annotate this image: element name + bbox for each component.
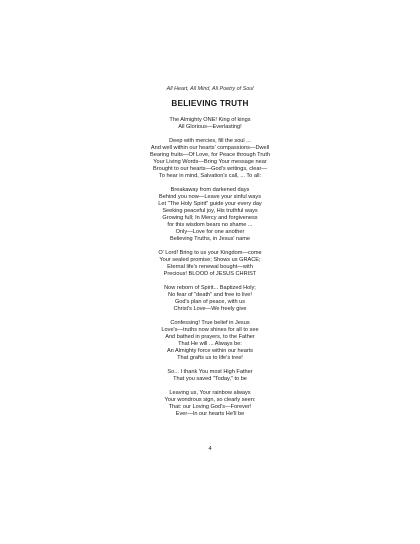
poem-line: Confessing! True belief in Jesus [170, 320, 250, 326]
poem-line: Growing full; In Mercy and forgiveness [162, 215, 258, 221]
stanza [0, 369, 420, 383]
poem-title: BELIEVING TRUTH [171, 99, 249, 108]
poem-line: Believing Truths, in Jesus' name [169, 236, 251, 242]
poem-line: Your wondrous sign, so clearly seen: [164, 397, 256, 403]
poem-body [0, 117, 420, 425]
poem-line: That you saved "Today," to be [173, 376, 247, 382]
poem-line: Brought to our hearts—God's writings, clear— [153, 166, 267, 172]
stanza [0, 390, 420, 418]
poem-line: Love's—truths now shines for all to see [161, 327, 259, 333]
poem-line: All Glorious—Everlasting! [178, 124, 242, 130]
poem-line: O' Lord! Bring to us your Kingdom—come [158, 250, 262, 256]
poem-line: Bearing fruits—Of Love, for Peace through Truth [149, 152, 271, 158]
poem-line: Precious! BLOOD of JESUS CHRIST [163, 271, 257, 277]
poem-line: So... I thank You most High Father [167, 369, 253, 375]
poem-line: Ever—In our hearts He'll be [175, 411, 245, 417]
poem-line: God's plan of peace, with us [174, 299, 246, 305]
page-number: 4 [208, 446, 212, 452]
poem-line: Seeking peaceful joy, His truthful ways [162, 208, 258, 214]
stanza [0, 285, 420, 313]
poem-line: The Almighty ONE! King of kings [169, 117, 251, 123]
poem-line: Christ's Love—We freely give [173, 306, 247, 312]
poem-line: Leaving us, Your rainbow always [169, 390, 251, 396]
poem-line: Let "The Holy Spirit" guide your every day [158, 201, 262, 207]
poem-line: And bathed in prayers, to the Father [165, 334, 255, 340]
poem-line: An Almighty force within our hearts [166, 348, 254, 354]
poem-line: Deep with mercies, fill the soul ... [169, 138, 251, 144]
stanza [0, 117, 420, 131]
poem-line: Your sealed promise; Shows us GRACE; [159, 257, 261, 263]
poem-line: That He will ... Always be: [178, 341, 242, 347]
poem-line: No fear of "death" and free to live! [168, 292, 252, 298]
poem-line: Behind you now—Leave your sinful ways [159, 194, 261, 200]
poem-line: Now reborn of Spirit... Baptized Holy; [164, 285, 256, 291]
poem-line: Only—Love for one another [175, 229, 245, 235]
poem-line: That: our Loving God's—Forever! [168, 404, 252, 410]
poem-line: Eternal life's renewal bought—with [167, 264, 253, 270]
stanza [0, 187, 420, 243]
poem-line: And well within our hearts' compassions—Dwell [150, 145, 270, 151]
poem-line: That grafts us to life's tree! [177, 355, 243, 361]
poem-line: Breakaway from darkened days [170, 187, 250, 193]
stanza [0, 138, 420, 180]
poem-line: for this wisdom bears no shame ... [167, 222, 253, 228]
stanza [0, 250, 420, 278]
poem-line: Your Living Words—Bring Your message near [153, 159, 267, 165]
stanza [0, 320, 420, 362]
poem-line: To hear in mind, Salvation's call, ... To all: [158, 173, 261, 179]
running-header: All Heart, All Mind, All Poetry of Soul [166, 86, 254, 92]
